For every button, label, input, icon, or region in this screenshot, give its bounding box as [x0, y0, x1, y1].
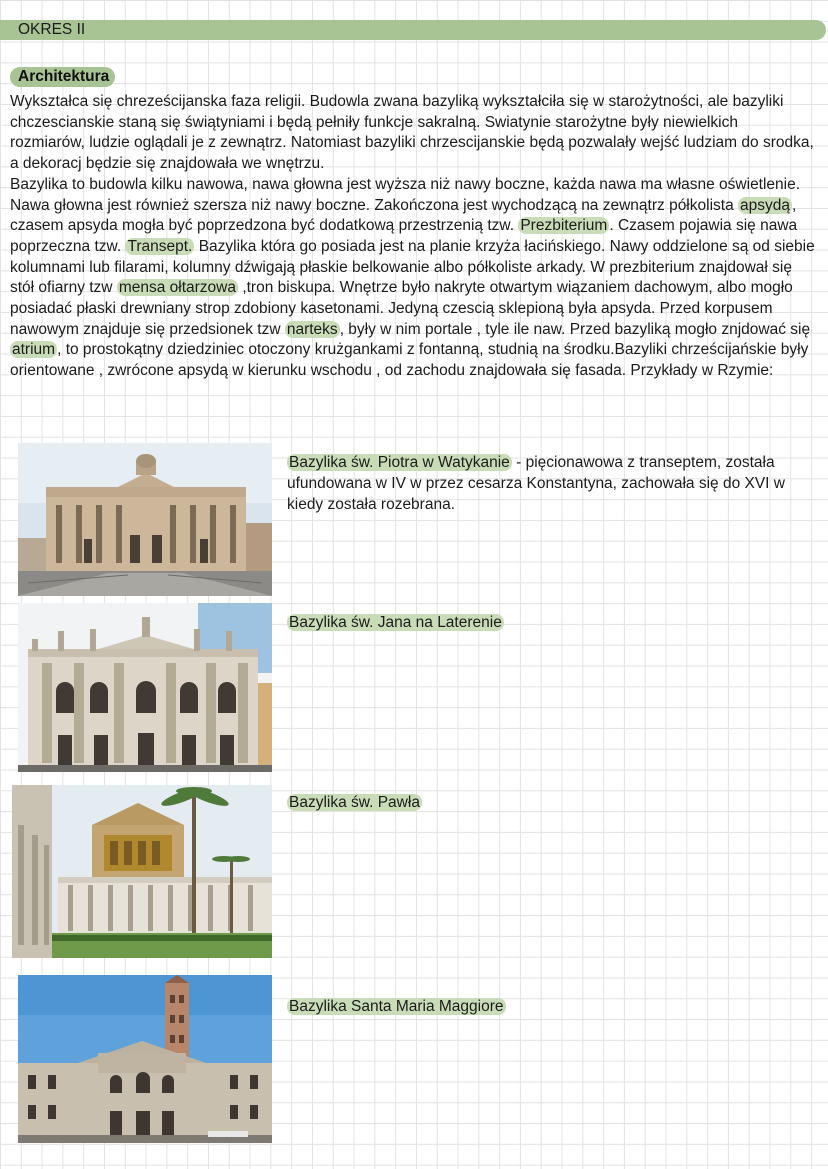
highlight-term: Prezbiterium	[520, 217, 608, 235]
text-part: . Czasem pojawia się nawa poprzeczna tzw.	[10, 217, 798, 255]
text-part: , były w nim portale , tyle ile naw. Przed bazyliką mogło znjdować się	[339, 320, 811, 338]
header-band	[0, 20, 826, 40]
text-part: Wykształca się chreześcijanska faza religii. Budowla zwana bazyliką wykształciła się w starożytności, ale bazyliki chczescianskie staną się świątyniami i będą pełniły funkcje sakralną. Swiatynie starożytne były niewielkich rozmiarów, ludzie oglądali je z zewnątrz. Natomiast bazyliki chrzescijanskie będą pozwalały wejść ludziam do srodka, a dekoracj będzie się znajdowała we wnętrzu.	[10, 93, 814, 173]
highlight-term: mensa ołtarzowa	[118, 279, 236, 297]
text-part: Bazylika to budowla kilku nawowa, nawa głowna jest wyższa niż nawy boczne, każda nawa ma własne oświetlenie. Nawa głowna jest również szersza niż nawy boczne. Zakończona jest wychodzącą na zewnątrz półkolista	[10, 175, 801, 214]
caption-description: - pięcionawowa z transeptem, została ufundowana w IV w przez cesarza Konstantyna, zachowała się do XVI w kiedy została rozebrana.	[287, 454, 785, 513]
text-part: Bazylika która go posiada jest na planie krzyża łacińskiego. Nawy oddzielone są od siebie kolumnami lub filarami, kolumny dźwigają płaskie belkowanie albo półkoliste arkady. W prezbiterium znajdował się stół ofiarny tzw	[10, 237, 815, 297]
caption-santa-maria-maggiore	[287, 997, 807, 1018]
text-part: ,tron biskupa. Wnętrze było nakryte otwartym wiązaniem dachowym, albo mogło posiadać płaski drewniany strop zdobiony kasetonami. Jedyną czescią sklepioną była apsyda. Przed korpusem nawowym znajduje się przedsionek tzw	[10, 279, 793, 338]
caption-title: Bazylika św. Jana na Laterenie	[289, 614, 502, 631]
caption-st-john-lateran	[287, 613, 807, 634]
page-header: OKRES II	[18, 21, 86, 38]
highlight-term: narteks	[286, 320, 338, 338]
photo-st-paul	[12, 785, 272, 958]
caption-title: Bazylika Santa Maria Maggiore	[289, 998, 504, 1015]
caption-st-peter	[287, 453, 807, 515]
highlight-term: atrium	[12, 341, 56, 359]
text-part: , to prostokątny dziedziniec otoczony krużgankami z fontanną, studnią na środku.Bazyliki chrześcijańskie były orientowane , zwrócone apsydą w kierunku wschodu , od zachodu znajdowała się fasada. Przykłady w Rzymie:	[10, 341, 809, 380]
caption-title: Bazylika św. Pawła	[289, 794, 420, 811]
photo-st-peter	[18, 443, 272, 596]
section-title: Architektura	[10, 67, 115, 87]
photo-st-john-lateran	[18, 603, 272, 772]
text-part: , czasem apsyda mogła być poprzedzona być dodatkową przestrzenią tzw.	[10, 196, 797, 235]
highlight-term: Transept.	[127, 237, 193, 255]
main-paragraph	[10, 92, 816, 382]
highlight-term: apsydą	[740, 196, 790, 214]
caption-st-paul	[287, 793, 807, 814]
photo-santa-maria-maggiore	[18, 975, 272, 1143]
caption-title: Bazylika św. Piotra w Watykanie	[289, 454, 510, 471]
